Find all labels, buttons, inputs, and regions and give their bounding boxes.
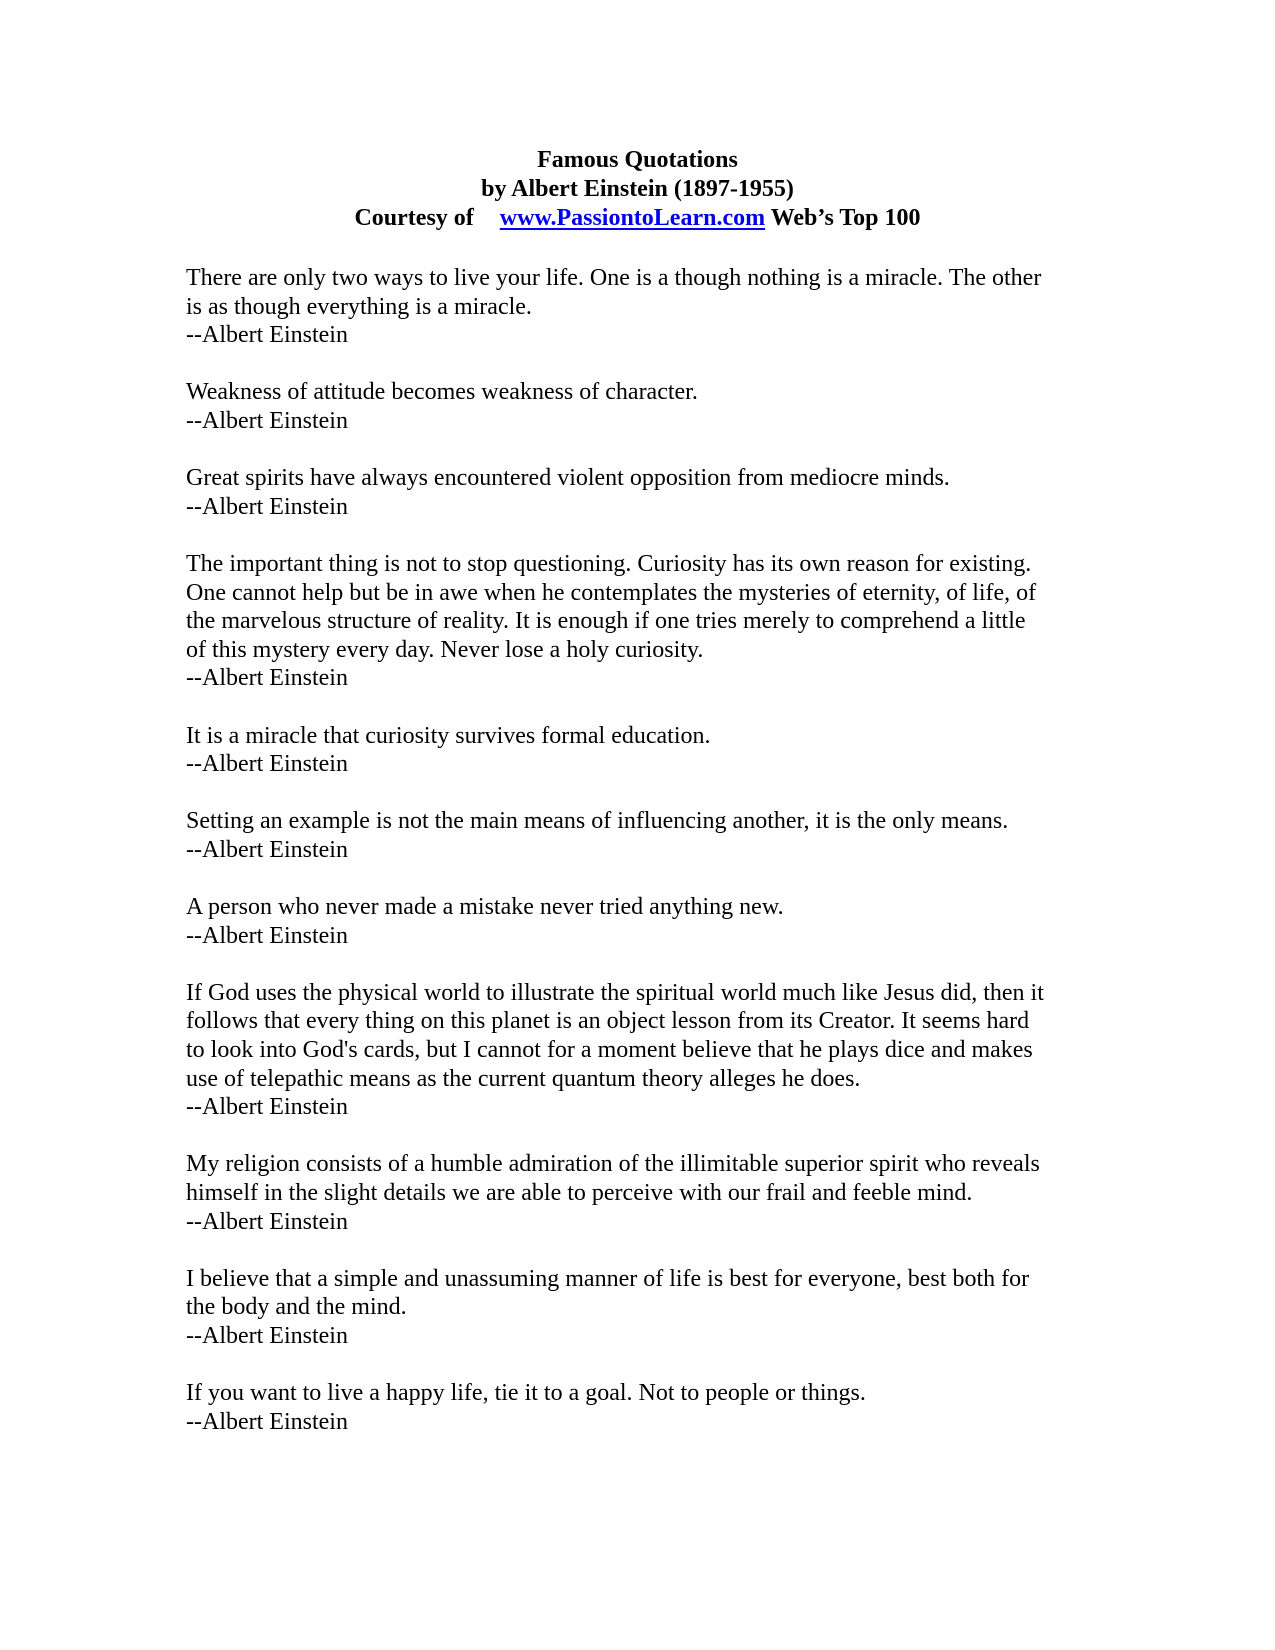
quote-text-line: The important thing is not to stop questioning. Curiosity has its own reason for existing. — [186, 550, 1032, 577]
quote-text-line: Setting an example is not the main means of influencing another, it is the only means. — [186, 808, 1009, 835]
quote-author: --Albert Einstein — [186, 407, 348, 434]
quote-author: --Albert Einstein — [186, 1208, 348, 1235]
quote-text-line: himself in the slight details we are able to perceive with our frail and feeble mind. — [186, 1180, 973, 1206]
courtesy-line — [0, 204, 1275, 233]
quote-text-line: There are only two ways to live your life. One is a though nothing is a miracle. The other — [186, 265, 1042, 291]
quote-text-line: the body and the mind. — [186, 1294, 407, 1321]
quote-text-line: of this mystery every day. Never lose a holy curiosity. — [186, 636, 704, 663]
document-title: Famous Quotations — [537, 147, 738, 173]
quote-block — [186, 464, 1086, 521]
quote-text-line: the marvelous structure of reality. It is enough if one tries merely to comprehend a little — [186, 608, 1026, 635]
quote-block — [186, 807, 1086, 864]
quote-text-line: is as though everything is a miracle. — [186, 293, 532, 320]
quote-author: --Albert Einstein — [186, 751, 348, 778]
quote-block — [186, 722, 1086, 779]
quote-block — [186, 1265, 1086, 1351]
quote-author: --Albert Einstein — [186, 1322, 348, 1349]
quote-text-line: It is a miracle that curiosity survives formal education. — [186, 722, 711, 749]
quote-block — [186, 979, 1086, 1122]
passiontolearn-link[interactable]: www.PassiontoLearn.com — [499, 205, 766, 231]
quote-author: --Albert Einstein — [186, 836, 348, 863]
quote-block — [186, 893, 1086, 950]
quote-text-line: I believe that a simple and unassuming manner of life is best for everyone, best both for — [186, 1265, 1030, 1292]
quote-block — [186, 264, 1086, 350]
quote-text-line: If God uses the physical world to illustrate the spiritual world much like Jesus did, then it — [186, 979, 1044, 1006]
quote-author: --Albert Einstein — [186, 665, 348, 692]
quote-text-line: One cannot help but be in awe when he contemplates the mysteries of eternity, of life, of — [186, 579, 1037, 606]
courtesy-suffix: Web’s Top 100 — [770, 205, 921, 231]
quote-author: --Albert Einstein — [186, 922, 348, 949]
quote-author: --Albert Einstein — [186, 1094, 348, 1121]
quote-text-line: follows that every thing on this planet is an object lesson from its Creator. It seems hard — [186, 1008, 1030, 1035]
quote-text-line: Weakness of attitude becomes weakness of character. — [186, 379, 698, 406]
quote-block — [186, 1379, 1086, 1436]
quote-text-line: My religion consists of a humble admiration of the illimitable superior spirit who reveals — [186, 1151, 1040, 1178]
quote-block — [186, 1150, 1086, 1236]
document-header — [0, 146, 1275, 233]
quote-block — [186, 378, 1086, 435]
quote-text-line: If you want to live a happy life, tie it to a goal. Not to people or things. — [186, 1380, 866, 1407]
quote-text-line: A person who never made a mistake never tried anything new. — [186, 894, 784, 921]
courtesy-prefix: Courtesy of — [354, 205, 474, 231]
quote-block — [186, 550, 1086, 693]
quote-text-line: Great spirits have always encountered violent opposition from mediocre minds. — [186, 465, 950, 492]
quote-author: --Albert Einstein — [186, 322, 348, 349]
quote-author: --Albert Einstein — [186, 1408, 348, 1435]
document-subtitle: by Albert Einstein (1897-1955) — [481, 176, 794, 202]
quote-author: --Albert Einstein — [186, 493, 348, 520]
quote-text-line: use of telepathic means as the current quantum theory alleges he does. — [186, 1065, 861, 1092]
quote-list — [186, 264, 1086, 1465]
quote-text-line: to look into God's cards, but I cannot for a moment believe that he plays dice and makes — [186, 1037, 1033, 1064]
